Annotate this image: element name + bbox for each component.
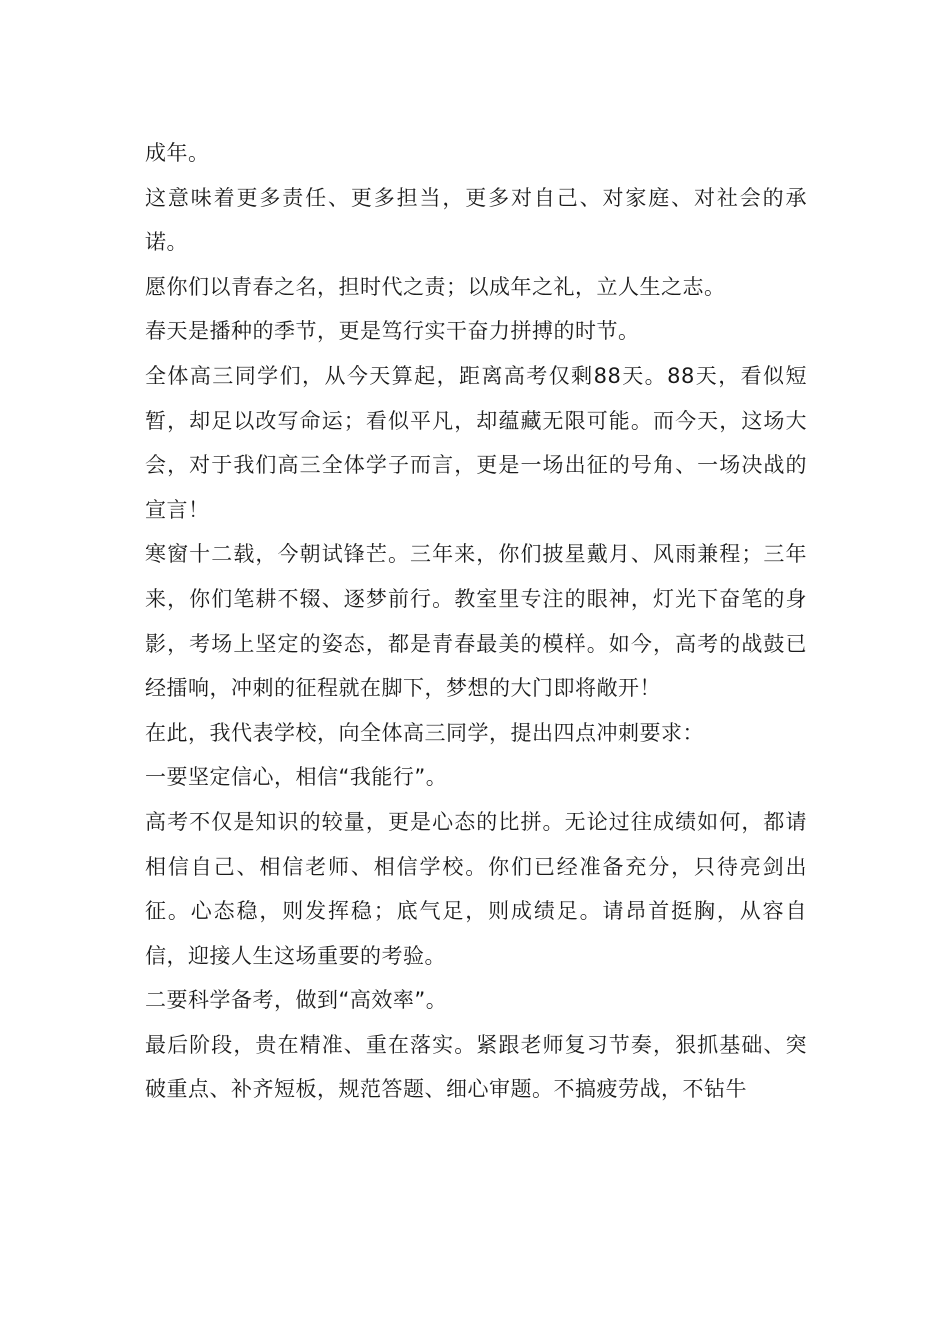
paragraph-7: 在此，我代表学校，向全体高三同学，提出四点冲刺要求：: [145, 720, 704, 745]
document-body: [145, 131, 807, 1112]
paragraph-3: 愿你们以青春之名，担时代之责；以成年之礼，立人生之志。: [145, 274, 726, 299]
paragraph-2: 这意味着更多责任、更多担当，更多对自己、对家庭、对社会的承诺。: [145, 185, 807, 255]
paragraph-11: 最后阶段，贵在精准、重在落实。紧跟老师复习节奏，狠抓基础、突破重点、补齐短板，规范答题、细心审题。不搞疲劳战，不钻牛: [145, 1032, 807, 1102]
paragraph-5: 全体高三同学们，从今天算起，距离高考仅剩88天。88天，看似短暂，却足以改写命运；看似平凡，却蕴藏无限可能。而今天，这场大会，对于我们高三全体学子而言，更是一场出征的号角、一场决战的宣言！: [145, 363, 807, 522]
paragraph-4: 春天是播种的季节，更是笃行实干奋力拼搏的时节。: [145, 319, 640, 344]
paragraph-9: 高考不仅是知识的较量，更是心态的比拼。无论过往成绩如何，都请相信自己、相信老师、相信学校。你们已经准备充分，只待亮剑出征。心态稳，则发挥稳；底气足，则成绩足。请昂首挺胸，从容自信，迎接人生这场重要的考验。: [145, 809, 807, 968]
heading-requirement-1: 一要坚定信心，相信“我能行”。: [145, 765, 448, 790]
heading-requirement-2: 二要科学备考，做到“高效率”。: [145, 988, 448, 1013]
paragraph-6: 寒窗十二载，今朝试锋芒。三年来，你们披星戴月、风雨兼程；三年来，你们笔耕不辍、逐梦前行。教室里专注的眼神，灯光下奋笔的身影，考场上坚定的姿态，都是青春最美的模样。如今，高考的战鼓已经擂响，冲刺的征程就在脚下，梦想的大门即将敞开！: [145, 542, 807, 701]
paragraph-1: 成年。: [145, 141, 210, 165]
